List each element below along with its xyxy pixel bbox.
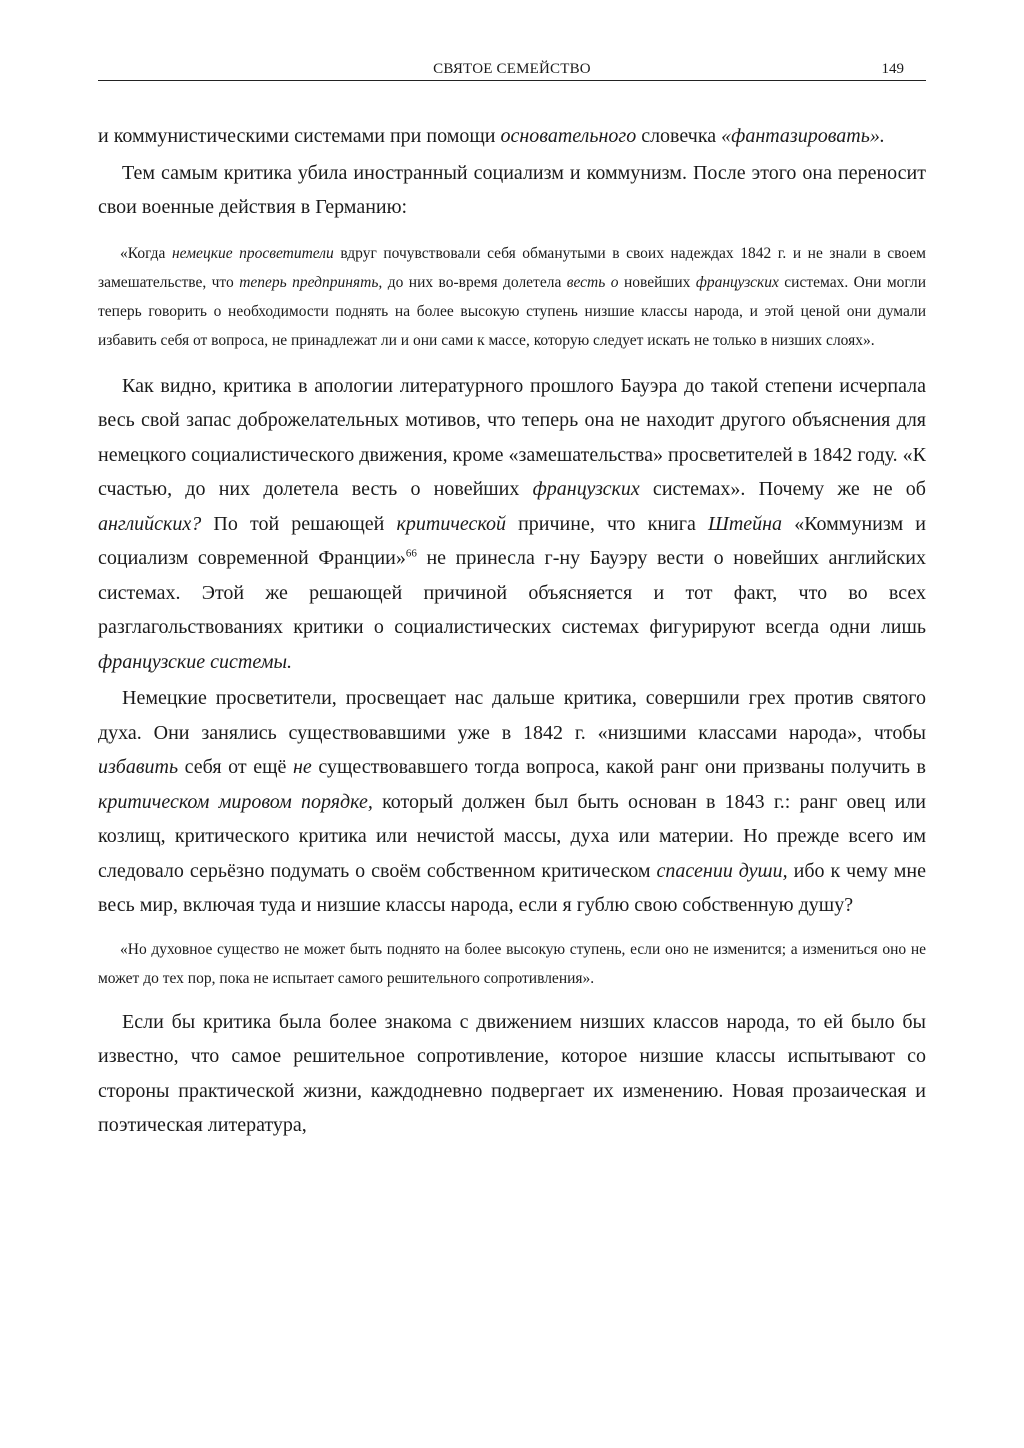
body-paragraph: [98, 1005, 926, 1143]
text-run: который должен был быть основан в 1843 г.: ранг овец или козлищ, критического критика или нечистой массы, духа или материи. Но прежде всего им следовало серьёзно подумать о своём собственном критическом: [98, 790, 927, 882]
text-run: не принесла г-ну Бауэру вести о новейших английских системах. Этой же решающей причиной объясняется и тот факт, что во всех разглагольствованиях критики о социалистических системах фигурируют всегда одни лишь: [98, 547, 927, 638]
text-run: «Когда: [120, 244, 172, 262]
text-run: Как видно, критика в апологии литературного прошлого Бауэра до такой степени исчерпала весь свой запас доброжелательных мотивов, что теперь она не находит другого объяснения для немецкого социалистического движения, кроме «замешательства» просветителей в 1842 году. «К счастью, до них долетела весть о новейших: [98, 374, 926, 500]
italic-text: французские системы.: [98, 650, 293, 673]
text-run: системах». Почему же не об: [639, 478, 926, 500]
text-run: существовавшего тогда вопроса, какой ранг они призваны получить в: [311, 756, 926, 778]
italic-text: основательного: [500, 125, 637, 147]
text-run: ибо к чему мне весь мир, включая туда и низшие классы народа, если я гублю свою собственную душу?: [98, 859, 926, 916]
body-paragraph: [98, 119, 926, 154]
italic-text: «фантазировать».: [721, 125, 885, 147]
italic-text: весть о: [566, 273, 619, 291]
text-run: Немецкие просветители, просвещает нас дальше критика, совершили грех против святого духа. Они занялись существовавшими уже в 1842 г. «низшими классами народа», чтобы: [98, 687, 926, 744]
italic-text: французских: [532, 478, 640, 500]
italic-text: критическом мировом порядке,: [98, 790, 373, 813]
running-header: [98, 58, 926, 81]
italic-text: французских: [695, 273, 779, 291]
italic-text: не: [292, 756, 312, 778]
text-run: и коммунистическими системами при помощи: [98, 125, 501, 147]
document-body: [98, 119, 926, 1143]
body-paragraph: [98, 681, 926, 923]
text-run: себя от ещё: [178, 756, 293, 778]
text-run: Тем самым критика убила иностранный социализм и коммунизм. После этого она переносит свои военные действия в Германию:: [98, 161, 926, 218]
italic-text: критической: [396, 512, 506, 535]
text-run: Если бы критика была более знакома с движением низших классов народа, то ей было бы известно, что самое решительное сопротивление, которое низшие классы испытывают со стороны практической жизни, каждодневно подвергает их изменению. Новая прозаическая и поэтическая литература,: [98, 1010, 926, 1136]
text-run: «Но духовное существо не может быть поднято на более высокую ступень, если оно не изменится; а измениться оно не может до тех пор, пока не испытает самого решительного сопротивления».: [98, 940, 926, 987]
text-run: «Коммунизм и социализм современной Франции»: [98, 512, 926, 569]
block-quote: [98, 239, 926, 355]
italic-text: английских?: [98, 512, 202, 535]
italic-text: немецкие просветители: [171, 244, 334, 262]
text-run: вдруг почувствовали себя обманутыми в своих надеждах 1842 г. и не знали в своем замешательстве, что: [98, 244, 926, 291]
text-run: новейших: [618, 273, 696, 291]
italic-text: спасении души,: [656, 859, 788, 882]
text-run: системах. Они могли теперь говорить о необходимости поднять на более высокую ступень низшие классы народа, и этой ценой они думали избавить себя от вопроса, не принадлежат ли и они сами к массе, которую следует искать не только в низших слоях».: [98, 273, 927, 349]
text-run: до них во-время долетела: [382, 273, 567, 291]
page-number: 149: [881, 61, 904, 77]
text-run: словечка: [636, 125, 722, 147]
italic-text: Штейна: [707, 512, 783, 535]
italic-text: избавить: [98, 756, 179, 778]
body-paragraph: [98, 369, 926, 680]
running-title: СВЯТОЕ СЕМЕЙСТВО: [433, 61, 591, 77]
document-page: [98, 58, 926, 1143]
footnote-ref: 66: [405, 547, 417, 560]
text-run: причине, что книга: [505, 512, 708, 535]
italic-text: теперь предпринять,: [239, 273, 383, 291]
block-quote: [98, 935, 926, 993]
body-paragraph: [98, 156, 926, 225]
text-run: По той решающей: [201, 512, 397, 535]
